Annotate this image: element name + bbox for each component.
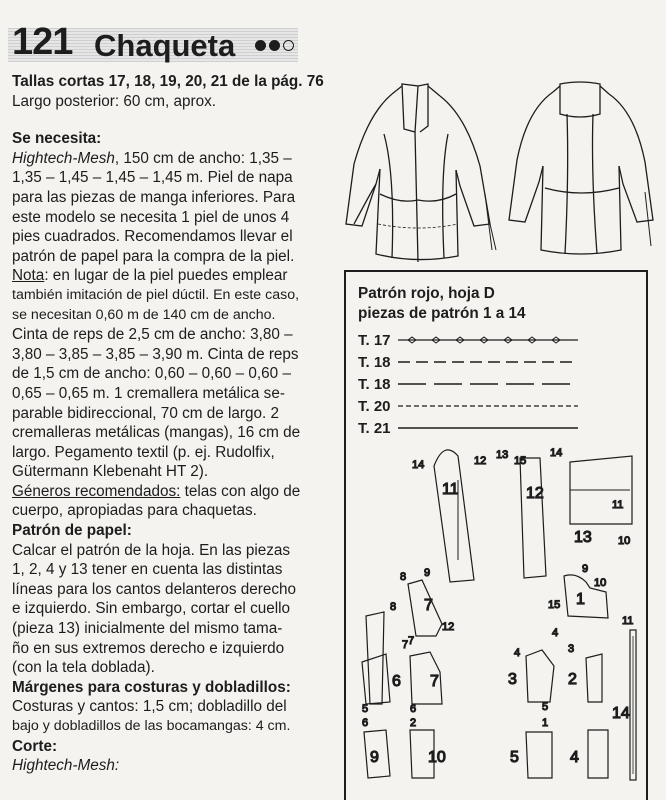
pattern-pieces-diagram xyxy=(346,440,646,800)
size-legend-row: T. 21 xyxy=(358,417,578,439)
size-legend-row: T. 18 xyxy=(358,351,578,373)
svg-text:12: 12 xyxy=(442,621,455,633)
svg-text:5: 5 xyxy=(362,703,369,715)
svg-text:3: 3 xyxy=(568,643,575,655)
svg-text:2: 2 xyxy=(410,717,417,729)
svg-text:11: 11 xyxy=(622,615,634,627)
needs-heading: Se necesita: xyxy=(12,130,102,148)
svg-text:4: 4 xyxy=(570,749,579,766)
cut-first-item: Hightech-Mesh: xyxy=(12,757,120,775)
cut-heading: Corte: xyxy=(12,737,58,755)
svg-text:9: 9 xyxy=(582,563,589,575)
note-line: se necesitan 0,60 m de 140 cm de ancho. xyxy=(12,306,276,323)
svg-text:7: 7 xyxy=(430,673,439,690)
svg-text:1: 1 xyxy=(542,717,549,729)
size-legend xyxy=(358,329,578,439)
jacket-illustration xyxy=(340,74,666,274)
svg-text:9: 9 xyxy=(370,749,379,766)
svg-text:7: 7 xyxy=(402,639,409,651)
svg-text:10: 10 xyxy=(618,535,631,547)
paper-pattern-line: 1, 2, 4 y 13 tener en cuenta las distintas xyxy=(12,561,283,579)
size-legend-row: T. 20 xyxy=(358,395,578,417)
line-style-sample xyxy=(398,401,578,411)
pattern-piece-8 xyxy=(366,601,408,704)
difficulty-dot-filled xyxy=(255,40,266,51)
pattern-piece-3 xyxy=(508,643,602,713)
jacket-front-drawing xyxy=(346,84,496,262)
genres-line: Géneros recomendados: telas con algo de xyxy=(12,482,301,500)
svg-text:6: 6 xyxy=(410,703,417,715)
needs-line: 1,35 – 1,45 – 1,45 – 1,45 m. Piel de napa xyxy=(12,169,293,187)
margins-line: Costuras y cantos: 1,5 cm; dobladillo del xyxy=(12,698,287,716)
svg-text:9: 9 xyxy=(424,567,431,579)
svg-text:7: 7 xyxy=(408,635,415,647)
needs-line: 0,65 – 0,65 m. 1 cremallera metálica se- xyxy=(12,384,285,402)
needs-line: Hightech-Mesh, 150 cm de ancho: 1,35 – xyxy=(12,149,292,167)
paper-pattern-line: e izquierdo. Sin embargo, cortar el cuello xyxy=(12,600,291,618)
note-line: también imitación de piel dúctil. En este caso, xyxy=(12,286,300,303)
svg-text:6: 6 xyxy=(392,673,401,690)
svg-text:5: 5 xyxy=(542,701,549,713)
pattern-number: 121 xyxy=(12,21,73,63)
note-label: Nota xyxy=(12,267,45,285)
svg-text:14: 14 xyxy=(550,447,563,459)
needs-line: patrón de papel para la compra de la piel. xyxy=(12,247,295,265)
pattern-piece-7 xyxy=(400,567,454,636)
svg-text:11: 11 xyxy=(612,499,624,511)
svg-text:10: 10 xyxy=(594,577,607,589)
fabric-name: Hightech-Mesh xyxy=(12,149,115,167)
pattern-piece-14 xyxy=(612,615,636,780)
jacket-back-drawing xyxy=(509,82,653,254)
size-legend-row: T. 17 xyxy=(358,329,578,351)
paper-pattern-line: (pieza 13) inicialmente del mismo tama- xyxy=(12,620,283,638)
paper-pattern-line: líneas para los cantos delanteros derecho xyxy=(12,580,297,598)
genres-label: Géneros recomendados: xyxy=(12,482,181,500)
needs-line: Gütermann Klebenaht HT 2). xyxy=(12,463,209,481)
svg-text:15: 15 xyxy=(514,455,527,467)
instructions-column xyxy=(12,72,328,776)
line-style-sample xyxy=(398,423,578,433)
pattern-piece-12 xyxy=(496,447,562,578)
svg-text:3: 3 xyxy=(508,671,517,688)
needs-line: cremalleras metálicas (mangas), 16 cm de xyxy=(12,424,301,442)
svg-text:4: 4 xyxy=(514,647,521,659)
paper-pattern-line: (con la tela doblada). xyxy=(12,659,155,677)
pattern-title: Chaqueta xyxy=(94,28,236,63)
line-style-sample xyxy=(398,357,578,367)
needs-line: largo. Pegamento textil (p. ej. Rudolfix, xyxy=(12,443,275,461)
paper-pattern-line: ño en sus extremos derecho e izquierdo xyxy=(12,639,285,657)
needs-line: para las piezas de manga inferiores. Para xyxy=(12,188,296,206)
length-line: Largo posterior: 60 cm, aprox. xyxy=(12,92,217,110)
svg-text:1: 1 xyxy=(576,591,585,608)
paper-pattern-line: Calcar el patrón de la hoja. En las piezas xyxy=(12,541,291,559)
svg-text:7: 7 xyxy=(424,597,433,614)
svg-text:10: 10 xyxy=(428,749,446,766)
pattern-box-title: Patrón rojo, hoja D piezas de patrón 1 a 14 xyxy=(358,285,526,322)
svg-text:5: 5 xyxy=(510,749,519,766)
svg-text:13: 13 xyxy=(574,529,592,546)
genres-line: cuerpo, apropiadas para chaquetas. xyxy=(12,502,257,520)
svg-text:6: 6 xyxy=(362,717,369,729)
difficulty-indicator xyxy=(255,40,294,51)
svg-text:15: 15 xyxy=(548,599,561,611)
size-legend-row: T. 18 xyxy=(358,373,578,395)
svg-text:14: 14 xyxy=(412,459,425,471)
line-style-sample xyxy=(398,335,578,345)
note-line: Nota: en lugar de la piel puedes emplear xyxy=(12,267,288,285)
line-style-sample xyxy=(398,379,578,389)
needs-line: 3,80 – 3,85 – 3,85 – 3,90 m. Cinta de reps xyxy=(12,345,299,363)
pattern-pieces-bottom-row xyxy=(362,717,608,778)
svg-text:12: 12 xyxy=(526,485,544,502)
margins-heading: Márgenes para costuras y dobladillos: xyxy=(12,678,291,696)
svg-text:2: 2 xyxy=(568,671,577,688)
difficulty-dot-filled xyxy=(269,40,280,51)
svg-text:8: 8 xyxy=(400,571,407,583)
paper-pattern-heading: Patrón de papel: xyxy=(12,522,132,540)
needs-line: este modelo se necesita 1 piel de unos 4 xyxy=(12,208,290,226)
pattern-piece-11 xyxy=(412,450,486,582)
needs-line: parable bidireccional, 70 cm de largo. 2 xyxy=(12,404,280,422)
svg-text:4: 4 xyxy=(552,627,559,639)
svg-text:14: 14 xyxy=(612,705,630,722)
svg-text:13: 13 xyxy=(496,449,509,461)
svg-text:12: 12 xyxy=(474,455,487,467)
needs-line: Cinta de reps de 2,5 cm de ancho: 3,80 – xyxy=(12,326,293,344)
margins-line: bajo y dobladillos de las bocamangas: 4 cm. xyxy=(12,718,291,734)
sizes-line: Tallas cortas 17, 18, 19, 20, 21 de la pág. 76 xyxy=(12,73,324,90)
difficulty-dot-empty xyxy=(283,40,294,51)
needs-line: pies cuadrados. Recomendamos llevar el xyxy=(12,228,293,246)
svg-text:8: 8 xyxy=(390,601,397,613)
needs-line: de 1,5 cm de ancho: 0,60 – 0,60 – 0,60 – xyxy=(12,365,291,383)
pattern-piece-1 xyxy=(548,563,608,639)
pattern-piece-13 xyxy=(570,456,632,547)
svg-text:11: 11 xyxy=(442,481,459,498)
